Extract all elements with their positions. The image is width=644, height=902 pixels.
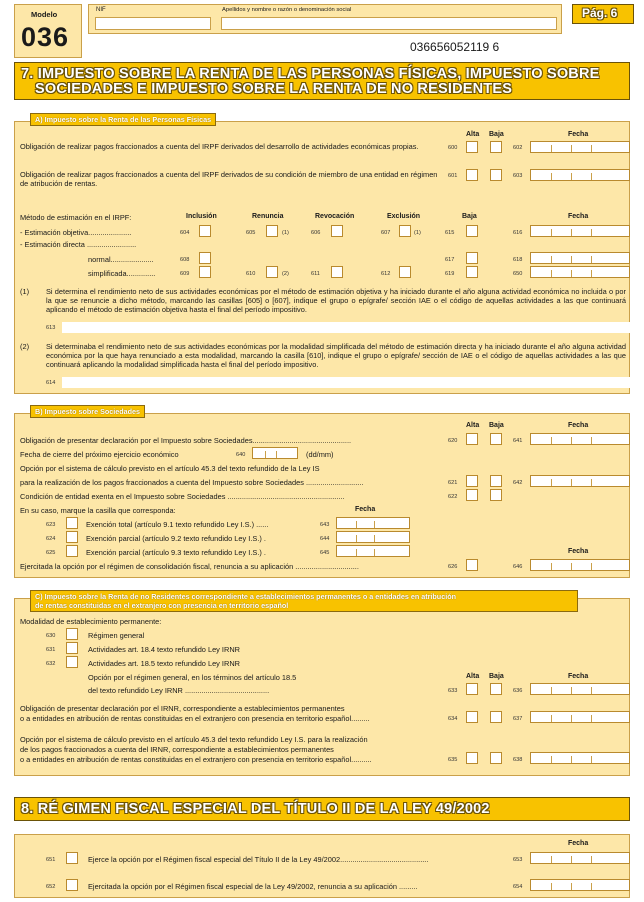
n615: 615 <box>445 230 455 236</box>
checkbox-620-baja[interactable] <box>490 433 502 445</box>
partA-title: A) Impuesto sobre la Renta de las Personas Físicas <box>30 113 216 126</box>
date-653[interactable] <box>530 852 630 864</box>
date-divider <box>591 173 592 180</box>
partB-col-fecha: Fecha <box>568 422 589 429</box>
exencion-total: Exención total (artículo 9.1 texto refundido Ley I.S.) ...... <box>86 520 269 529</box>
n651: 651 <box>46 857 56 863</box>
partB-r4: para la realización de los pagos fraccionados a cuenta del Impuesto sobre Sociedades ............................ <box>20 478 364 487</box>
date-644[interactable] <box>336 531 410 543</box>
date-divider <box>374 549 375 556</box>
partC-title <box>30 590 578 612</box>
checkbox-652[interactable] <box>66 879 78 891</box>
date-divider <box>571 756 572 763</box>
date-divider <box>571 145 572 152</box>
date-divider <box>591 563 592 570</box>
date-654[interactable] <box>530 879 630 891</box>
date-divider <box>591 437 592 444</box>
regimen-general: Régimen general <box>88 631 145 640</box>
n643: 643 <box>320 522 330 528</box>
date-636[interactable] <box>530 683 630 695</box>
checkbox-607[interactable] <box>399 225 411 237</box>
field-614[interactable] <box>62 377 630 388</box>
date-602[interactable] <box>530 141 630 153</box>
n638: 638 <box>513 757 523 763</box>
partC-title-line2: de rentas constituidas en el extranjero con presencia en territorio español <box>35 601 289 610</box>
date-divider <box>591 479 592 486</box>
partA-row1-text: Obligación de realizar pagos fraccionados a cuenta del IRPF derivados del desarrollo de actividades económicas propias. <box>20 142 419 151</box>
field-613[interactable] <box>62 322 630 333</box>
partA-col-baja: Baja <box>489 131 504 138</box>
n633: 633 <box>448 688 458 694</box>
modelo-box <box>14 4 82 58</box>
date-divider <box>571 437 572 444</box>
note1-mark: (1) <box>20 287 30 296</box>
n619: 619 <box>445 271 455 277</box>
date-divider <box>571 856 572 863</box>
date-divider <box>374 535 375 542</box>
date-divider <box>356 521 357 528</box>
opcion-calc-line1: Opción por el sistema de cálculo previsto en el artículo 45.3 del texto refundido Ley I.S. para la realización <box>20 735 368 744</box>
date-divider <box>551 563 552 570</box>
n653: 653 <box>513 857 523 863</box>
h-fecha: Fecha <box>568 213 589 220</box>
h-inclusion: Inclusión <box>186 213 217 220</box>
checkbox-612[interactable] <box>399 266 411 278</box>
date-divider <box>591 270 592 277</box>
n645: 645 <box>320 550 330 556</box>
partB-r2: Fecha de cierre del próximo ejercicio económico <box>20 450 179 459</box>
partB-title: B) Impuesto sobre Sociedades <box>30 405 145 418</box>
name-label: Apellidos y nombre o razón o denominación social <box>222 7 352 13</box>
s8-row1-text: Ejerce la opción por el Régimen fiscal especial del Título II de la Ley 49/2002........................................... <box>88 855 429 864</box>
partB-col-baja: Baja <box>489 422 504 429</box>
date-642[interactable] <box>530 475 630 487</box>
n634: 634 <box>448 716 458 722</box>
date-650[interactable] <box>530 266 630 278</box>
date-645[interactable] <box>336 545 410 557</box>
date-divider <box>551 883 552 890</box>
date-616[interactable] <box>530 225 630 237</box>
date-618[interactable] <box>530 252 630 264</box>
date-637[interactable] <box>530 711 630 723</box>
modalidad-label: Modalidad de establecimiento permanente: <box>20 617 162 626</box>
obj-label: - Estimación objetiva..................... <box>20 228 132 237</box>
n635: 635 <box>448 757 458 763</box>
note1-text: Si determina el rendimiento neto de sus actividades económicas por el método de estimación objetiva y ha iniciado durante el año alguna actividad económica no incluida o por la que se renuncie a dicho método, marcando las casillas [605] o [607], indique el grupo o epígrafe/ sección IAE o el código de aquellas actividades a las que continuará aplicando el método de estimación objetiva hasta el final del período impositivo. <box>46 287 626 314</box>
nif-field[interactable] <box>95 17 211 30</box>
obligacion-line2: o a entidades en atribución de rentas constituidas en el extranjero con presencia en territorio español......... <box>20 714 370 723</box>
date-divider <box>551 479 552 486</box>
date-643[interactable] <box>336 517 410 529</box>
checkbox-633[interactable] <box>466 683 478 695</box>
date-divider <box>591 715 592 722</box>
checkbox-600[interactable] <box>466 141 478 153</box>
n646: 646 <box>513 564 523 570</box>
exencion-parcial-92: Exención parcial (artículo 9.2 texto refundido Ley I.S.) . <box>86 534 266 543</box>
section7-title-line2: SOCIEDADES E IMPUESTO SOBRE LA RENTA DE NO RESIDENTES <box>35 81 513 97</box>
date-divider <box>551 256 552 263</box>
checkbox-626[interactable] <box>466 559 478 571</box>
partC-col-fecha: Fecha <box>568 673 589 680</box>
n613: 613 <box>46 325 56 331</box>
checkbox-630[interactable] <box>66 628 78 640</box>
partB-r3: Opción por el sistema de cálculo previsto en el artículo 45.3 del texto refundido de la Ley IS <box>20 464 320 473</box>
note2-mark: (2) <box>20 342 30 351</box>
date-646[interactable] <box>530 559 630 571</box>
n652: 652 <box>46 884 56 890</box>
n623: 623 <box>46 522 56 528</box>
date-divider <box>571 270 572 277</box>
identification-box <box>88 4 562 34</box>
checkbox-617[interactable] <box>466 252 478 264</box>
partB-r7: Ejercitada la opción por el régimen de consolidación fiscal, renuncia a su aplicación ............................... <box>20 562 359 571</box>
section7-banner <box>14 62 630 100</box>
date-divider <box>571 563 572 570</box>
checkbox-609[interactable] <box>199 266 211 278</box>
partC-title-line1: C) Impuesto sobre la Renta de no Residentes correspondiente a establecimientos permanentes o a entidades en atribución <box>35 592 456 601</box>
section8-col-fecha: Fecha <box>568 840 589 847</box>
partB-r6-fecha: Fecha <box>355 506 376 513</box>
n611: 611 <box>311 271 320 277</box>
n630: 630 <box>46 633 56 639</box>
section8-banner <box>14 797 630 821</box>
partA-col-fecha: Fecha <box>568 131 589 138</box>
partC-col-baja: Baja <box>489 673 504 680</box>
partB-fecha2: Fecha <box>568 548 589 555</box>
n604: 604 <box>180 230 190 236</box>
n605: 605 <box>246 230 256 236</box>
section8-title: 8. RÉ GIMEN FISCAL ESPECIAL DEL TÍTULO II DE LA LEY 49/2002 <box>21 801 490 817</box>
checkbox-608[interactable] <box>199 252 211 264</box>
note-ref-1: (1) <box>282 230 289 236</box>
checkbox-621[interactable] <box>466 475 478 487</box>
partB-r1: Obligación de presentar declaración por el Impuesto sobre Sociedades................................................ <box>20 436 352 445</box>
partB-r2-unit: (dd/mm) <box>306 450 334 459</box>
date-divider <box>356 535 357 542</box>
n616: 616 <box>513 230 523 236</box>
note-ref-2: (2) <box>282 271 289 277</box>
date-divider <box>591 756 592 763</box>
date-divider <box>591 145 592 152</box>
n609: 609 <box>180 271 190 277</box>
n642: 642 <box>513 480 523 486</box>
date-divider <box>591 883 592 890</box>
date-divider <box>571 883 572 890</box>
n620: 620 <box>448 438 458 444</box>
checkbox-615[interactable] <box>466 225 478 237</box>
partB-r6: En su caso, marque la casilla que corresponda: <box>20 506 176 515</box>
date-638[interactable] <box>530 752 630 764</box>
partA-col-alta: Alta <box>466 131 480 138</box>
normal-label: normal..................... <box>88 255 154 264</box>
n644: 644 <box>320 536 330 542</box>
date-divider <box>276 451 277 458</box>
date-divider <box>571 229 572 236</box>
date-divider <box>265 451 266 458</box>
n654: 654 <box>513 884 523 890</box>
partA-row2-text: Obligación de realizar pagos fraccionados a cuenta del IRPF derivados de su condición de miembro de una entidad en régimen de atribución de rentas. <box>20 170 438 188</box>
n641: 641 <box>513 438 523 444</box>
h-exclusion: Exclusión <box>387 213 421 220</box>
checkbox-600-baja[interactable] <box>490 141 502 153</box>
date-divider <box>551 715 552 722</box>
actividades-184: Actividades art. 18.4 texto refundido Ley IRNR <box>88 645 240 654</box>
date-divider <box>591 256 592 263</box>
checkbox-610[interactable] <box>266 266 278 278</box>
checkbox-601[interactable] <box>466 169 478 181</box>
opcion-calc-line3: o a entidades en atribución de rentas constituidas en el extranjero con presencia en territorio español.......... <box>20 755 372 764</box>
n607: 607 <box>381 230 391 236</box>
n608: 608 <box>180 257 190 263</box>
n632: 632 <box>46 661 56 667</box>
h-renuncia: Renuncia <box>252 213 284 220</box>
partA-row2-num1: 601 <box>448 173 458 179</box>
checkbox-619[interactable] <box>466 266 478 278</box>
n636: 636 <box>513 688 523 694</box>
date-divider <box>571 715 572 722</box>
name-field[interactable] <box>221 17 557 30</box>
checkbox-621-baja[interactable] <box>490 475 502 487</box>
nif-label: NIF <box>96 7 106 13</box>
date-640[interactable] <box>252 447 298 459</box>
n617: 617 <box>445 257 455 263</box>
section7-title-line1: 7. IMPUESTO SOBRE LA RENTA DE LAS PERSONAS FÍSICAS, IMPUESTO SOBRE <box>21 66 600 82</box>
partA-row2-num2: 603 <box>513 173 523 179</box>
date-divider <box>591 856 592 863</box>
n637: 637 <box>513 716 523 722</box>
opcion-line1: Opción por el régimen general, en los términos del artículo 18.5 <box>88 673 297 682</box>
modelo-number: 036 <box>21 22 70 52</box>
n625: 625 <box>46 550 56 556</box>
barcode-number: 036656052119 6 <box>410 40 500 54</box>
partA-row1-num2: 602 <box>513 145 523 151</box>
checkbox-624[interactable] <box>66 531 78 543</box>
date-641[interactable] <box>530 433 630 445</box>
date-divider <box>571 173 572 180</box>
partC-col-alta: Alta <box>466 673 480 680</box>
date-divider <box>374 521 375 528</box>
page-label: Pág. 6 <box>582 6 618 20</box>
n622: 622 <box>448 494 458 500</box>
date-divider <box>551 437 552 444</box>
n631: 631 <box>46 647 56 653</box>
actividades-185: Actividades art. 18.5 texto refundido Ley IRNR <box>88 659 240 668</box>
exencion-parcial-93: Exención parcial (artículo 9.3 texto refundido Ley I.S.) . <box>86 548 266 557</box>
date-divider <box>551 229 552 236</box>
n610: 610 <box>246 271 256 277</box>
obligacion-line1: Obligación de presentar declaración por el IRNR, correspondiente a establecimientos permanentes <box>20 704 345 713</box>
n626: 626 <box>448 564 458 570</box>
checkbox-635-baja[interactable] <box>490 752 502 764</box>
metodo-label: Método de estimación en el IRPF: <box>20 213 132 222</box>
date-divider <box>551 145 552 152</box>
h-revocacion: Revocación <box>315 213 355 220</box>
date-divider <box>571 687 572 694</box>
checkbox-634-baja[interactable] <box>490 711 502 723</box>
checkbox-632[interactable] <box>66 656 78 668</box>
opcion-calc-line2: de los pagos fraccionados a cuenta del IRNR, correspondiente a establecimientos permanentes <box>20 745 334 754</box>
date-divider <box>571 479 572 486</box>
date-divider <box>356 549 357 556</box>
checkbox-604[interactable] <box>199 225 211 237</box>
checkbox-605[interactable] <box>266 225 278 237</box>
date-divider <box>551 173 552 180</box>
checkbox-634[interactable] <box>466 711 478 723</box>
checkbox-631[interactable] <box>66 642 78 654</box>
checkbox-625[interactable] <box>66 545 78 557</box>
n618: 618 <box>513 257 523 263</box>
directa-label: - Estimación directa ........................ <box>20 240 137 249</box>
date-603[interactable] <box>530 169 630 181</box>
note-ref-1b: (1) <box>414 230 421 236</box>
partB-col-alta: Alta <box>466 422 480 429</box>
checkbox-622-baja[interactable] <box>490 489 502 501</box>
checkbox-620[interactable] <box>466 433 478 445</box>
n640: 640 <box>236 452 246 458</box>
partB-r5: Condición de entidad exenta en el Impuesto sobre Sociedades ......................................................... <box>20 492 345 501</box>
n612: 612 <box>381 271 391 277</box>
partA-row1-num1: 600 <box>448 145 458 151</box>
checkbox-623[interactable] <box>66 517 78 529</box>
simplificada-label: simplificada.............. <box>88 269 156 278</box>
n606: 606 <box>311 230 321 236</box>
checkbox-606[interactable] <box>331 225 343 237</box>
checkbox-635[interactable] <box>466 752 478 764</box>
note2-text: Si determinaba el rendimiento neto de sus actividades económicas por la modalidad simplificada del método de estimación directa y ha iniciado durante el año alguna actividad económica por la que haya renunciado a esta modalidad, marcando la casilla [610], indique el grupo o epígrafe/ sección de IAE o el código de aquellas actividades a las que continuará aplicando la modalidad simplificada hasta el final del período impositivo. <box>46 342 626 369</box>
n621: 621 <box>448 480 458 486</box>
date-divider <box>591 229 592 236</box>
checkbox-601-baja[interactable] <box>490 169 502 181</box>
checkbox-611[interactable] <box>331 266 343 278</box>
date-divider <box>551 270 552 277</box>
n614: 614 <box>46 380 56 386</box>
s8-row2-text: Ejercitada la opción por el Régimen fiscal especial de la Ley 49/2002, renuncia a su aplicación ......... <box>88 882 418 891</box>
checkbox-633-baja[interactable] <box>490 683 502 695</box>
date-divider <box>551 856 552 863</box>
n650: 650 <box>513 271 523 277</box>
date-divider <box>591 687 592 694</box>
checkbox-622[interactable] <box>466 489 478 501</box>
date-divider <box>551 687 552 694</box>
date-divider <box>571 256 572 263</box>
n624: 624 <box>46 536 56 542</box>
checkbox-651[interactable] <box>66 852 78 864</box>
opcion-line2: del texto refundido Ley IRNR ......................................... <box>88 686 270 695</box>
h-baja: Baja <box>462 213 477 220</box>
date-divider <box>551 756 552 763</box>
modelo-label: Modelo <box>31 10 58 19</box>
